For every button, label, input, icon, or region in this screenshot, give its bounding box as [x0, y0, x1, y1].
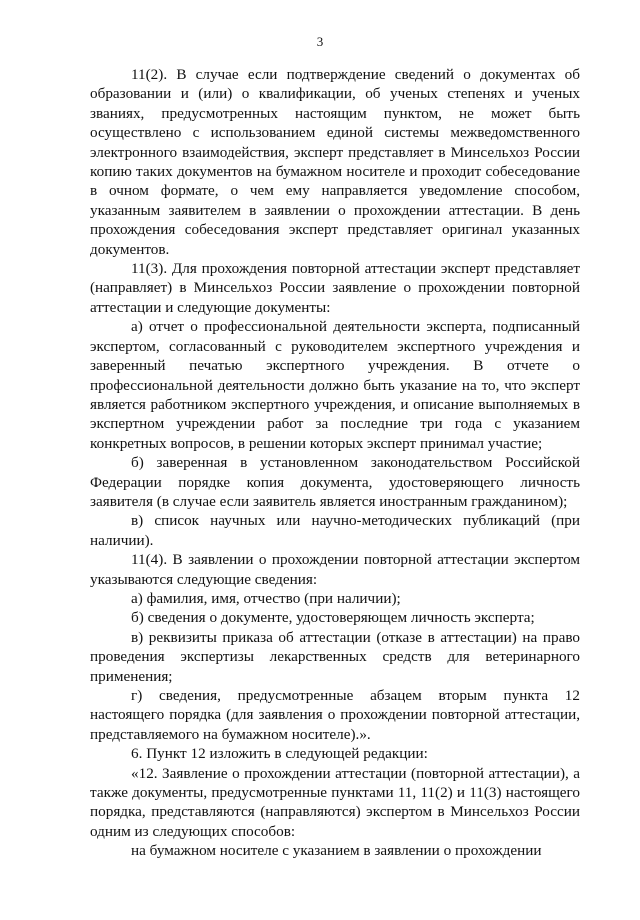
paragraph-11-2: 11(2). В случае если подтверждение сведений о документах об образовании и (или) о квалификации, об ученых степенях и ученых званиях, предусмотренных настоящим пунктом, не может быть осуществлено с использованием единой системы межведомственного электронного взаимодействия, эксперт представляет в Минсельхоз России копию таких документов на бумажном носителе и проходит собеседование в очном формате, о чем ему направляется уведомление способом, указанным заявителем в заявлении о прохождении аттестации. В день прохождения собеседования эксперт представляет оригинал указанных документов.: [90, 66, 580, 258]
list-item-a-report: а) отчет о профессиональной деятельности эксперта, подписанный экспертом, согласованный с руководителем экспертного учреждения и заверенный печатью экспертного учреждения. В отчете о профессиональной деятельности должно быть указание на то, что эксперт является работником экспертного учреждения, и описание выполняемых в экспертном учреждении работ за последние три года с указанием конкретных вопросов, в решении которых эксперт принимал участие;: [90, 318, 580, 452]
list-item-v-order-details: в) реквизиты приказа об аттестации (отказе в аттестации) на право проведения экспертизы лекарственных средств для ветеринарного применения;: [90, 628, 580, 685]
paragraph-item-6: 6. Пункт 12 изложить в следующей редакции:: [131, 745, 428, 763]
paragraph-paper-medium: на бумажном носителе с указанием в заявлении о прохождении: [131, 842, 542, 860]
list-item-b-identity-doc: б) сведения о документе, удостоверяющем личность эксперта;: [131, 609, 535, 627]
list-item-a-name: а) фамилия, имя, отчество (при наличии);: [131, 589, 401, 607]
list-item-v-publications: в) список научных или научно-методических публикаций (при наличии).: [90, 512, 580, 549]
list-item-b-identity-copy: б) заверенная в установленном законодательством Российской Федерации порядке копия документа, удостоверяющего личность заявителя (в случае если заявитель является иностранным гражданином);: [90, 454, 580, 510]
document-body: [90, 65, 580, 861]
paragraph-12: «12. Заявление о прохождении аттестации (повторной аттестации), а также документы, предусмотренные пунктами 11, 11(2) и 11(3) настоящего порядка, представляются (направляются) экспертом в Минсельхоз России одним из следующих способов:: [90, 764, 580, 840]
list-item-g-info: г) сведения, предусмотренные абзацем вторым пункта 12 настоящего порядка (для заявления о прохождении повторной аттестации, представляемого на бумажном носителе).».: [90, 687, 580, 743]
page-number: 3: [316, 34, 324, 49]
paragraph-11-3: 11(3). Для прохождения повторной аттестации эксперт представляет (направляет) в Минсельхоз России заявление о прохождении повторной аттестации и следующие документы:: [90, 260, 580, 316]
paragraph-11-4: 11(4). В заявлении о прохождении повторной аттестации экспертом указываются следующие сведения:: [90, 551, 580, 588]
